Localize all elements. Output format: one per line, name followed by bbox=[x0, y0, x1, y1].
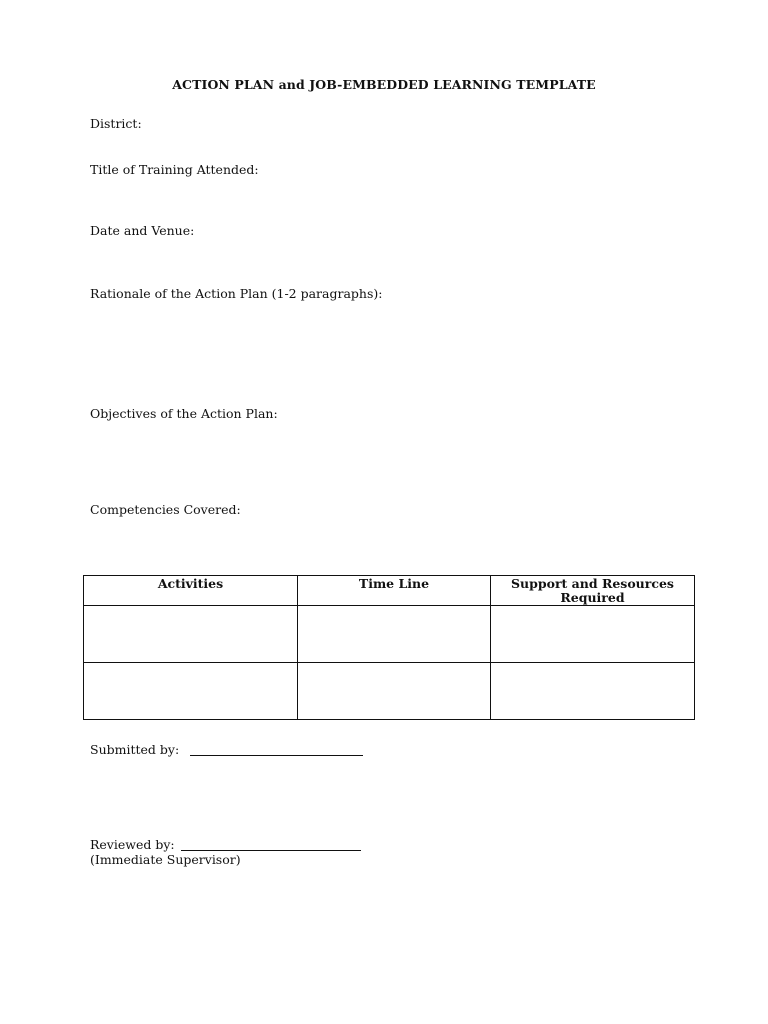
reviewer-role-label: (Immediate Supervisor) bbox=[90, 852, 241, 867]
action-plan-table bbox=[83, 575, 695, 720]
rationale-label: Rationale of the Action Plan (1-2 paragraphs): bbox=[90, 286, 383, 301]
table-header-row bbox=[84, 576, 695, 606]
reviewed-by-signature-line bbox=[181, 850, 361, 851]
date-venue-label: Date and Venue: bbox=[90, 223, 195, 238]
table-cell-support-resources bbox=[491, 606, 695, 663]
objectives-label: Objectives of the Action Plan: bbox=[90, 406, 278, 421]
table-cell-activities bbox=[84, 663, 298, 720]
competencies-label: Competencies Covered: bbox=[90, 502, 241, 517]
table-cell-time-line bbox=[298, 606, 491, 663]
column-header-activities: Activities bbox=[84, 576, 298, 606]
table-cell-support-resources bbox=[491, 663, 695, 720]
column-header-support-resources: Support and Resources Required bbox=[491, 576, 695, 606]
district-label: District: bbox=[90, 116, 142, 131]
table-cell-activities bbox=[84, 606, 298, 663]
table-row bbox=[84, 663, 695, 720]
training-title-label: Title of Training Attended: bbox=[90, 162, 259, 177]
reviewed-by-label: Reviewed by: bbox=[90, 837, 175, 852]
submitted-by-signature-line bbox=[190, 755, 363, 756]
table-row bbox=[84, 606, 695, 663]
column-header-time-line: Time Line bbox=[298, 576, 491, 606]
table-cell-time-line bbox=[298, 663, 491, 720]
document-title: ACTION PLAN and JOB-EMBEDDED LEARNING TEMPLATE bbox=[172, 77, 596, 92]
submitted-by-label: Submitted by: bbox=[90, 742, 180, 757]
